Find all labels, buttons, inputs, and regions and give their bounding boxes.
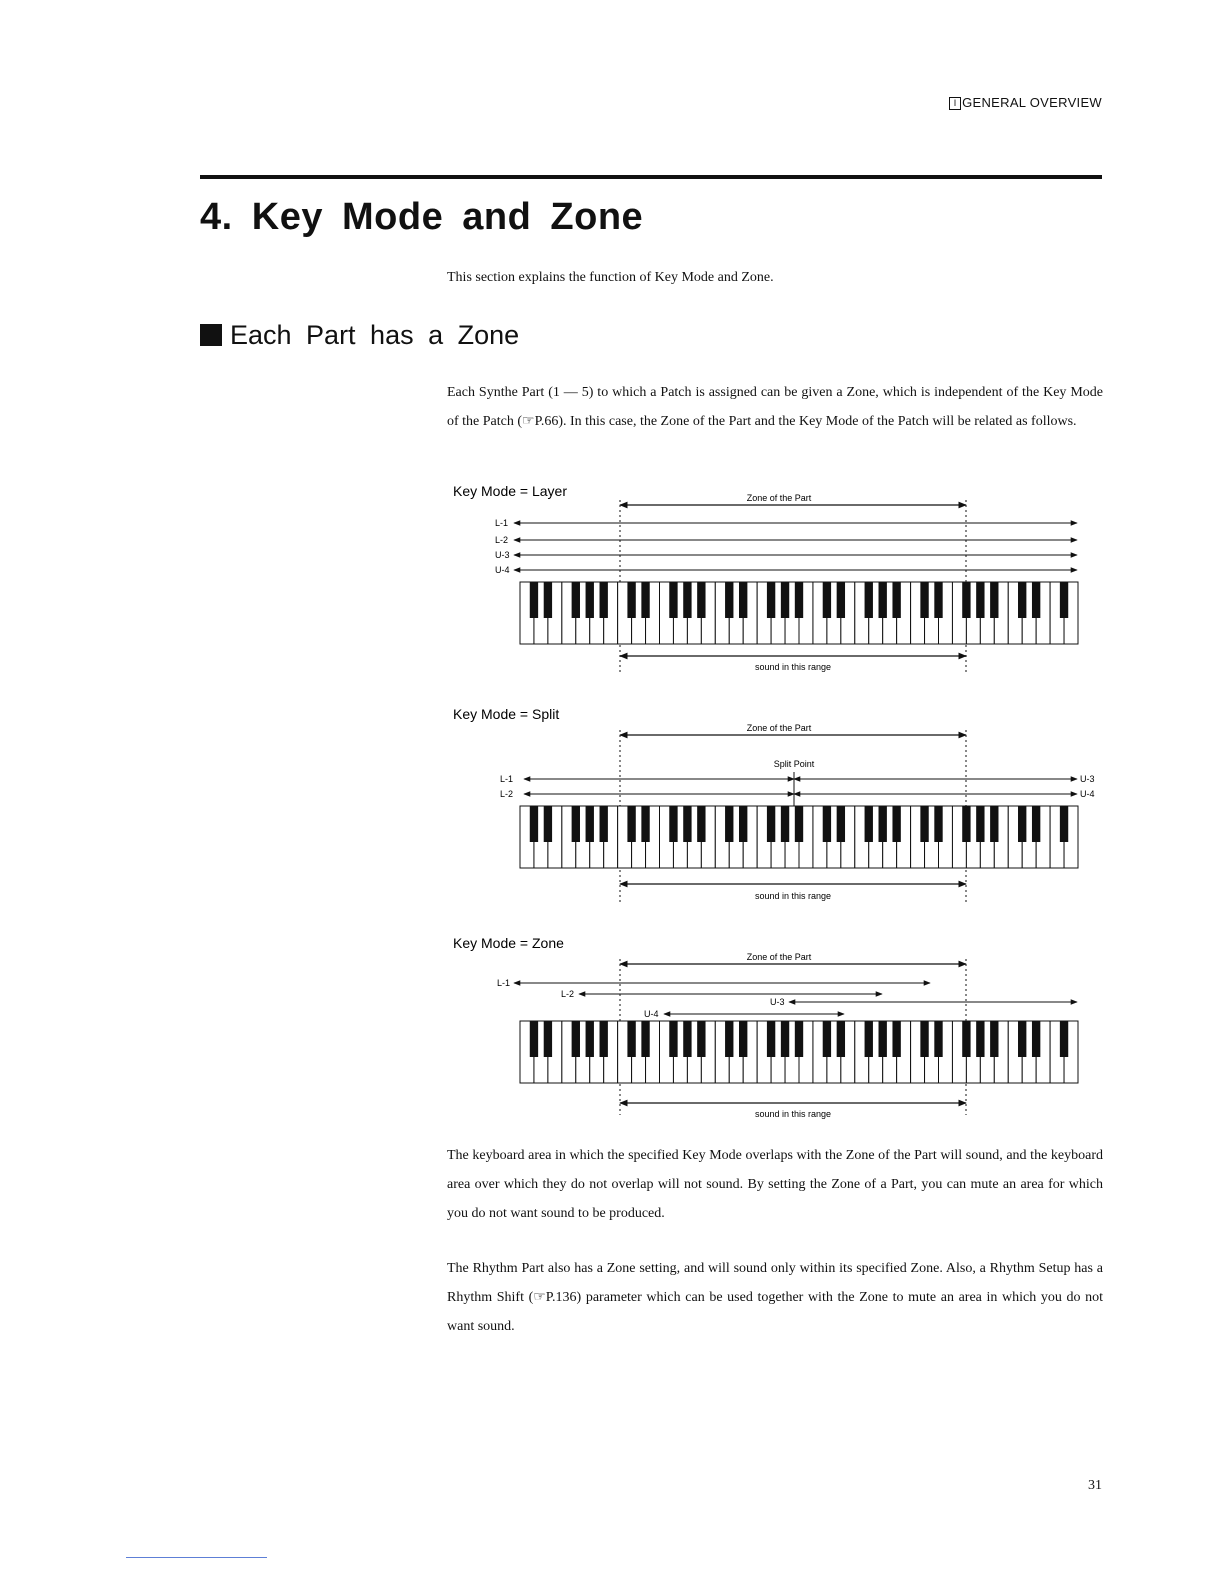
zone-part-l2: L-2 bbox=[561, 989, 575, 999]
page-number: 31 bbox=[1088, 1478, 1102, 1493]
black-key bbox=[976, 1021, 984, 1057]
black-key bbox=[1060, 1021, 1068, 1057]
black-key bbox=[1060, 582, 1068, 618]
black-key bbox=[920, 582, 928, 618]
running-header bbox=[930, 95, 1102, 110]
black-key bbox=[627, 1021, 635, 1057]
black-key bbox=[683, 582, 691, 618]
black-key bbox=[781, 1021, 789, 1057]
black-key bbox=[697, 582, 705, 618]
black-key bbox=[697, 806, 705, 842]
black-key bbox=[739, 582, 747, 618]
black-key bbox=[600, 582, 608, 618]
black-key bbox=[962, 1021, 970, 1057]
title-rule bbox=[200, 175, 1102, 179]
black-key bbox=[767, 806, 775, 842]
layer-diagram bbox=[440, 478, 1100, 680]
black-key bbox=[795, 1021, 803, 1057]
black-key bbox=[1018, 806, 1026, 842]
black-key bbox=[739, 1021, 747, 1057]
black-key bbox=[572, 1021, 580, 1057]
chapter-number-box: I bbox=[949, 97, 961, 110]
split-zone-label: Zone of the Part bbox=[746, 723, 812, 733]
black-key bbox=[795, 806, 803, 842]
black-key bbox=[865, 1021, 873, 1057]
black-key bbox=[600, 806, 608, 842]
split-mode-label: Key Mode = Split bbox=[453, 706, 560, 722]
zone-mode-label: Key Mode = Zone bbox=[453, 935, 564, 951]
black-key bbox=[934, 1021, 942, 1057]
black-key bbox=[837, 582, 845, 618]
black-key bbox=[920, 1021, 928, 1057]
black-key bbox=[767, 582, 775, 618]
black-key bbox=[1032, 582, 1040, 618]
header-text: GENERAL OVERVIEW bbox=[962, 95, 1102, 110]
zone-part-u4: U-4 bbox=[644, 1009, 659, 1019]
black-key bbox=[739, 806, 747, 842]
black-key bbox=[837, 1021, 845, 1057]
split-part-l1: L-1 bbox=[500, 774, 514, 784]
black-key bbox=[976, 582, 984, 618]
zone-part-l1: L-1 bbox=[497, 978, 511, 988]
black-key bbox=[823, 582, 831, 618]
black-key bbox=[990, 1021, 998, 1057]
black-key bbox=[892, 806, 900, 842]
black-key bbox=[962, 806, 970, 842]
black-key bbox=[1018, 1021, 1026, 1057]
layer-mode-label: Key Mode = Layer bbox=[453, 483, 568, 499]
split-part-l2: L-2 bbox=[500, 789, 514, 799]
black-key bbox=[837, 806, 845, 842]
black-key bbox=[600, 1021, 608, 1057]
black-key bbox=[934, 582, 942, 618]
black-key bbox=[823, 1021, 831, 1057]
zone-keyboard bbox=[520, 1021, 1078, 1083]
black-key bbox=[641, 1021, 649, 1057]
black-key bbox=[641, 582, 649, 618]
black-key bbox=[669, 1021, 677, 1057]
black-key bbox=[572, 806, 580, 842]
black-key bbox=[697, 1021, 705, 1057]
black-key bbox=[627, 582, 635, 618]
layer-keyboard bbox=[520, 582, 1078, 644]
zone-part-u3: U-3 bbox=[770, 997, 785, 1007]
black-key bbox=[725, 582, 733, 618]
split-point-label: Split Point bbox=[773, 759, 815, 769]
black-key bbox=[962, 582, 970, 618]
section-bullet bbox=[200, 324, 222, 346]
zone-sound-label: sound in this range bbox=[754, 1109, 832, 1119]
layer-zone-label: Zone of the Part bbox=[746, 493, 812, 503]
black-key bbox=[781, 582, 789, 618]
black-key bbox=[544, 1021, 552, 1057]
black-key bbox=[586, 806, 594, 842]
black-key bbox=[865, 582, 873, 618]
black-key bbox=[683, 1021, 691, 1057]
black-key bbox=[669, 582, 677, 618]
black-key bbox=[865, 806, 873, 842]
black-key bbox=[530, 806, 538, 842]
rhythm-paragraph: The Rhythm Part also has a Zone setting, and will sound only within its specified Zone. Also, a Rhythm Setup has a Rhythm Shift (☞P.136) parameter which can be used together with the Zone to mute an area in which you do not want sound. bbox=[447, 1261, 1103, 1334]
black-key bbox=[892, 582, 900, 618]
black-key bbox=[641, 806, 649, 842]
black-key bbox=[586, 582, 594, 618]
lead-text: This section explains the function of Key Mode and Zone. bbox=[447, 270, 774, 285]
black-key bbox=[879, 1021, 887, 1057]
black-key bbox=[627, 806, 635, 842]
black-key bbox=[725, 1021, 733, 1057]
black-key bbox=[725, 806, 733, 842]
split-part-u3: U-3 bbox=[1080, 774, 1095, 784]
black-key bbox=[1032, 1021, 1040, 1057]
split-keyboard bbox=[520, 806, 1078, 868]
black-key bbox=[544, 806, 552, 842]
black-key bbox=[892, 1021, 900, 1057]
black-key bbox=[767, 1021, 775, 1057]
black-key bbox=[572, 582, 580, 618]
zone-zone-label: Zone of the Part bbox=[746, 952, 812, 962]
black-key bbox=[530, 1021, 538, 1057]
black-key bbox=[990, 582, 998, 618]
black-key bbox=[795, 582, 803, 618]
black-key bbox=[683, 806, 691, 842]
black-key bbox=[879, 806, 887, 842]
section-heading-text: Each Part has a Zone bbox=[230, 320, 520, 350]
black-key bbox=[1018, 582, 1026, 618]
black-key bbox=[879, 582, 887, 618]
black-key bbox=[1032, 806, 1040, 842]
black-key bbox=[976, 806, 984, 842]
black-key bbox=[586, 1021, 594, 1057]
layer-sound-label: sound in this range bbox=[754, 662, 832, 672]
intro-paragraph: Each Synthe Part (1 — 5) to which a Patch is assigned can be given a Zone, which is independent of the Key Mode of the Patch (☞P.66). In this case, the Zone of the Part and the Key Mode of the Patch will be related as follows. bbox=[447, 385, 1103, 429]
black-key bbox=[990, 806, 998, 842]
page-title: 4. Key Mode and Zone bbox=[200, 196, 644, 238]
section-heading bbox=[200, 320, 519, 351]
black-key bbox=[920, 806, 928, 842]
split-diagram bbox=[440, 700, 1100, 910]
black-key bbox=[934, 806, 942, 842]
layer-part-l1: L-1 bbox=[495, 518, 509, 528]
black-key bbox=[669, 806, 677, 842]
overlap-paragraph: The keyboard area in which the specified Key Mode overlaps with the Zone of the Part will sound, and the keyboard area over which they do not overlap will not sound. By setting the Zone of a Part, you can mute an area for which you do not want sound to be produced. bbox=[447, 1148, 1103, 1221]
layer-part-u3: U-3 bbox=[495, 550, 510, 560]
split-part-u4: U-4 bbox=[1080, 789, 1095, 799]
layer-part-u4: U-4 bbox=[495, 565, 510, 575]
black-key bbox=[823, 806, 831, 842]
black-key bbox=[1060, 806, 1068, 842]
black-key bbox=[781, 806, 789, 842]
footer-line bbox=[126, 1557, 267, 1558]
zone-diagram bbox=[440, 930, 1100, 1125]
black-key bbox=[544, 582, 552, 618]
split-sound-label: sound in this range bbox=[754, 891, 832, 901]
layer-part-l2: L-2 bbox=[495, 535, 509, 545]
black-key bbox=[530, 582, 538, 618]
